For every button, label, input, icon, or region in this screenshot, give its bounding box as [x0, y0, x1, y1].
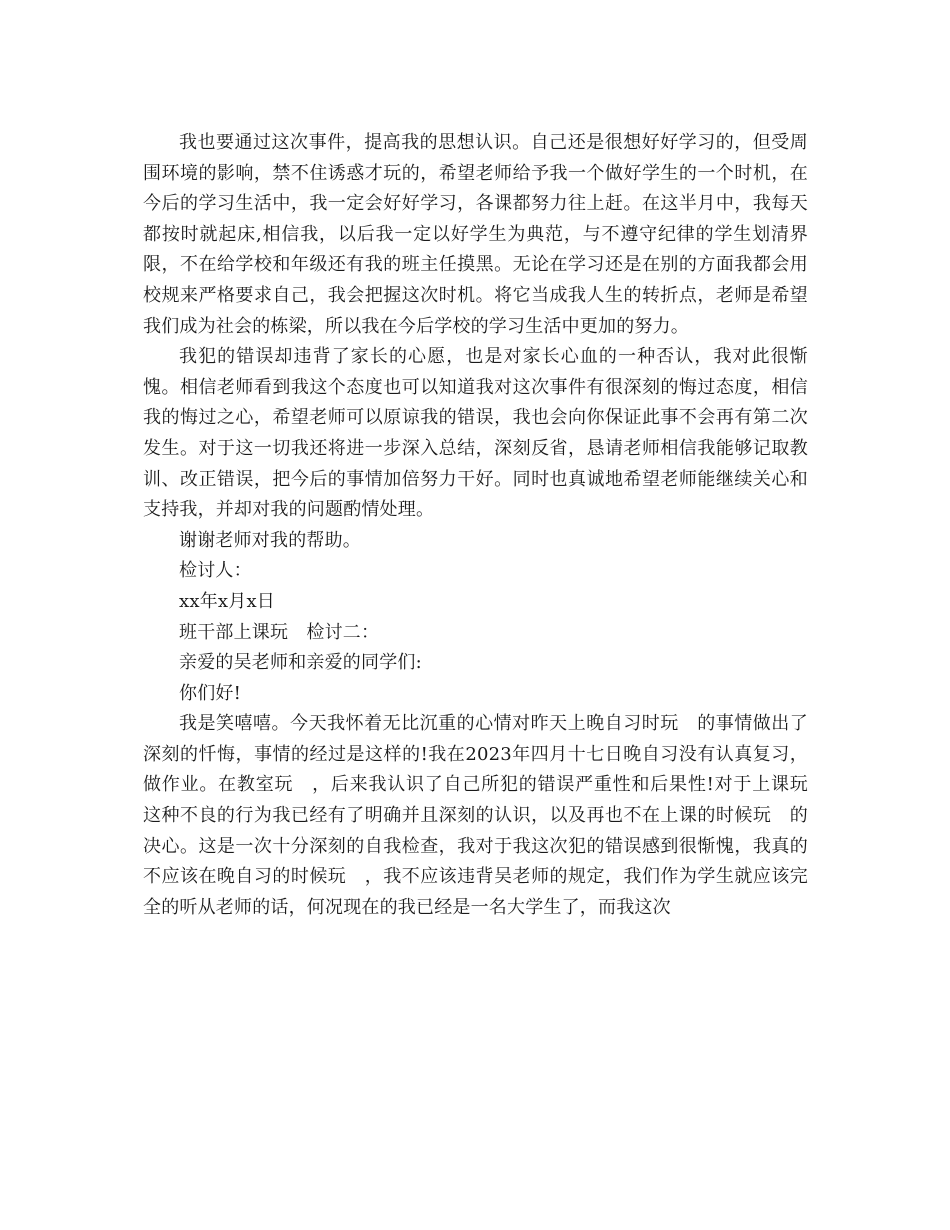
paragraph-3: 我是笑嘻嘻。今天我怀着无比沉重的心情对昨天上晚自习时玩 的事情做出了深刻的忏悔，事情的经过是这样的!我在2023年四月十七日晚自习没有认真复习，做作业。在教室玩 ，后来我认识了自己所犯的错误严重性和后果性!对于上课玩 这种不良的行为我已经有了明确并且深刻的认识，以及再也不在上课的时候玩 的决心。这是一次十分深刻的自我检查，我对于我这次犯的错误感到很惭愧，我真的不应该在晚自习的时候玩 ，我不应该违背吴老师的规定，我们作为学生就应该完全的听从老师的话，何况现在的我已经是一名大学生了，而我这次 [143, 713, 827, 918]
thanks-line: 谢谢老师对我的帮助。 [179, 529, 361, 551]
salutation-line: 亲爱的吴老师和亲爱的同学们: [179, 652, 422, 674]
section-title: 班干部上课玩 检讨二： [179, 621, 380, 643]
signer-line: 检讨人： [179, 560, 252, 582]
paragraph-2: 我犯的错误却违背了家长的心愿，也是对家长心血的一种否认，我对此很惭愧。相信老师看到我这个态度也可以知道我对这次事件有很深刻的悔过态度，相信我的悔过之心，希望老师可以原谅我的错误，我也会向你保证此事不会再有第二次发生。对于这一切我还将进一步深入总结，深刻反省，恳请老师相信我能够记取教训、改正错误，把今后的事情加倍努力干好。同时也真诚地希望老师能继续关心和支持我，并却对我的问题酌情处理。 [143, 346, 808, 521]
greeting-line: 你们好! [179, 682, 242, 704]
date-line: xx年x月x日 [179, 590, 276, 612]
paragraph-1: 我也要通过这次事件，提高我的思想认识。自己还是很想好好学习的，但受周围环境的影响，禁不住诱惑才玩的，希望老师给予我一个做好学生的一个时机，在今后的学习生活中，我一定会好好学习，各课都努力往上赶。在这半月中，我每天都按时就起床,相信我，以后我一定以好学生为典范，与不遵守纪律的学生划清界限，不在给学校和年级还有我的班主任摸黑。无论在学习还是在别的方面我都会用校规来严格要求自己，我会把握这次时机。将它当成我人生的转折点，老师是希望我们成为社会的栋梁，所以我在今后学校的学习生活中更加的努力。 [143, 132, 808, 337]
document-body [143, 128, 827, 923]
